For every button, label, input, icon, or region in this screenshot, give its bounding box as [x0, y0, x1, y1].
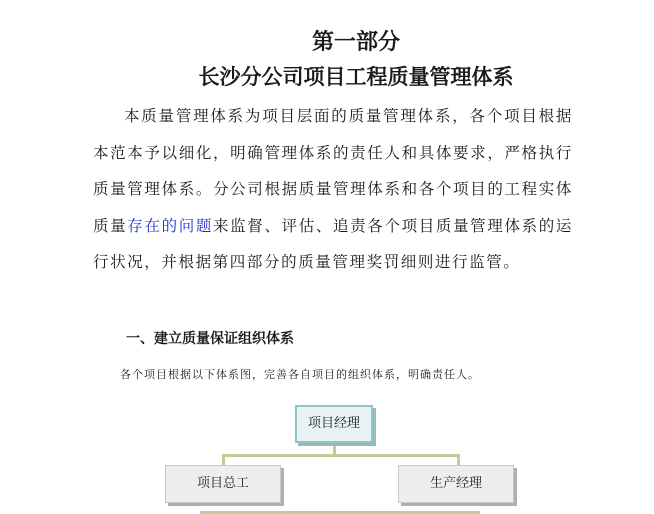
- org-box-production-manager: 生产经理: [398, 465, 514, 503]
- org-chart-note: 各个项目根据以下体系图，完善各自项目的组织体系，明确责任人。: [120, 368, 480, 381]
- connector-horizontal: [222, 454, 460, 457]
- connector-right-drop: [457, 454, 460, 465]
- connector-left-drop: [222, 454, 225, 465]
- paragraph-text-start: 本质量管理体系为项目层面的质量管理体系，各个项目根据本范本予以细化，明确管理体系的责任人和具体要求，严格执行质量管理体系。分公司根据质量管理体系和各个项目的工程实体质量: [93, 107, 573, 235]
- body-paragraph: [93, 98, 573, 281]
- part-title: 第一部分: [311, 30, 400, 55]
- org-box-project-manager: 项目经理: [295, 405, 373, 443]
- org-box-chief-engineer: 项目总工: [165, 465, 281, 503]
- section-heading: 一、建立质量保证组织体系: [126, 331, 294, 347]
- paragraph-text-end: 来监督、评估、追责各个项目质量管理体系的运行状况，并根据第四部分的质量管理奖罚细则进行监管。: [93, 216, 573, 271]
- paragraph-highlight: 存在的问题: [127, 216, 214, 235]
- main-title: 长沙分公司项目工程质量管理体系: [198, 65, 514, 89]
